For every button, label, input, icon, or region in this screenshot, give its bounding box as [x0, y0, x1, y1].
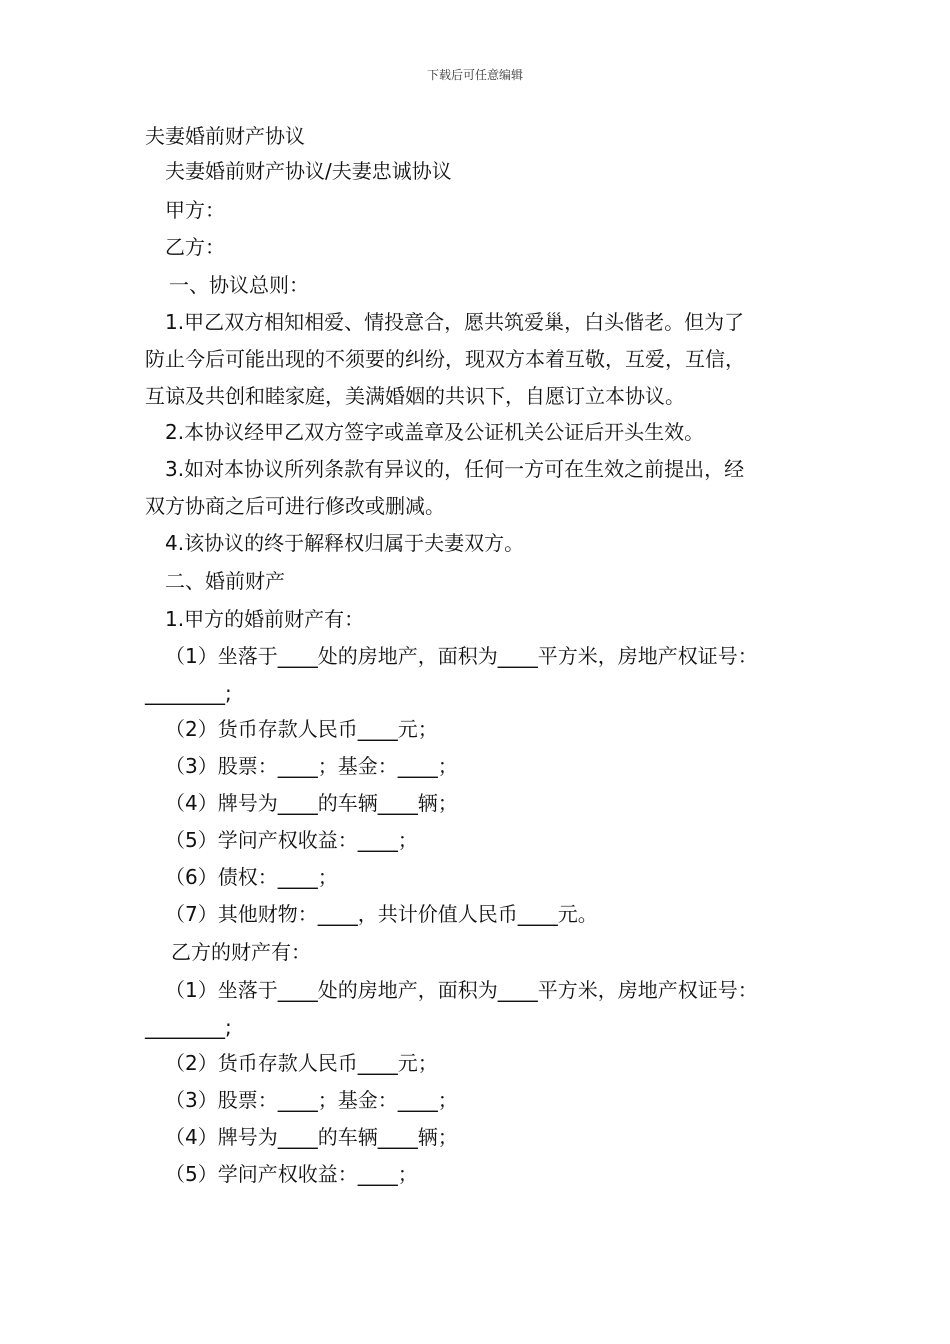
document-subtitle: 夫妻婚前财产协议/夫妻忠诚协议: [165, 159, 452, 183]
document-title: 夫妻婚前财产协议: [145, 124, 305, 148]
clause2: 2.本协议经甲乙双方签字或盖章及公证机关公证后开头生效。: [165, 420, 705, 444]
a-item7: （7）其他财物：____，共计价值人民币____元。: [165, 902, 598, 926]
clause3-line2: 双方协商之后可进行修改或删减。: [145, 494, 445, 518]
section1-heading: 一、协议总则：: [169, 273, 309, 297]
clause1-line2: 防止今后可能出现的不须要的纠纷，现双方本着互敬，互爱，互信，: [145, 347, 745, 371]
a-item5: （5）学问产权收益：____；: [165, 828, 418, 852]
b-item1-line2: ________;: [145, 1015, 232, 1039]
party-a-label: 甲方：: [165, 198, 225, 222]
a-item6: （6）债权：____；: [165, 865, 338, 889]
b-item3: （3）股票：____；基金：____；: [165, 1088, 458, 1112]
clause4: 4.该协议的终于解释权归属于夫妻双方。: [165, 531, 525, 555]
a-item3: （3）股票：____；基金：____；: [165, 754, 458, 778]
section2-heading: 二、婚前财产: [165, 569, 285, 593]
b-item2: （2）货币存款人民币____元；: [165, 1051, 438, 1075]
b-item5: （5）学问产权收益：____；: [165, 1162, 418, 1186]
clause3-line1: 3.如对本协议所列条款有异议的，任何一方可在生效之前提出，经: [165, 457, 745, 481]
a-item1-line2: ________;: [145, 681, 232, 705]
party-b-label: 乙方：: [165, 235, 225, 259]
party-b-property-heading: 乙方的财产有：: [171, 940, 311, 964]
b-item4: （4）牌号为____的车辆____辆；: [165, 1125, 458, 1149]
document-body: [145, 0, 825, 1344]
a-item1-line1: （1）坐落于____处的房地产，面积为____平方米，房地产权证号：: [165, 644, 758, 668]
clause1-line1: 1.甲乙双方相知相爱、情投意合，愿共筑爱巢，白头偕老。但为了: [165, 310, 745, 334]
a-item2: （2）货币存款人民币____元；: [165, 717, 438, 741]
party-a-property-heading: 1.甲方的婚前财产有：: [165, 607, 365, 631]
b-item1-line1: （1）坐落于____处的房地产，面积为____平方米，房地产权证号：: [165, 978, 758, 1002]
page-header-note: 下载后可任意编辑: [426, 68, 523, 82]
a-item4: （4）牌号为____的车辆____辆；: [165, 791, 458, 815]
clause1-line3: 互谅及共创和睦家庭，美满婚姻的共识下，自愿订立本协议。: [145, 384, 685, 408]
